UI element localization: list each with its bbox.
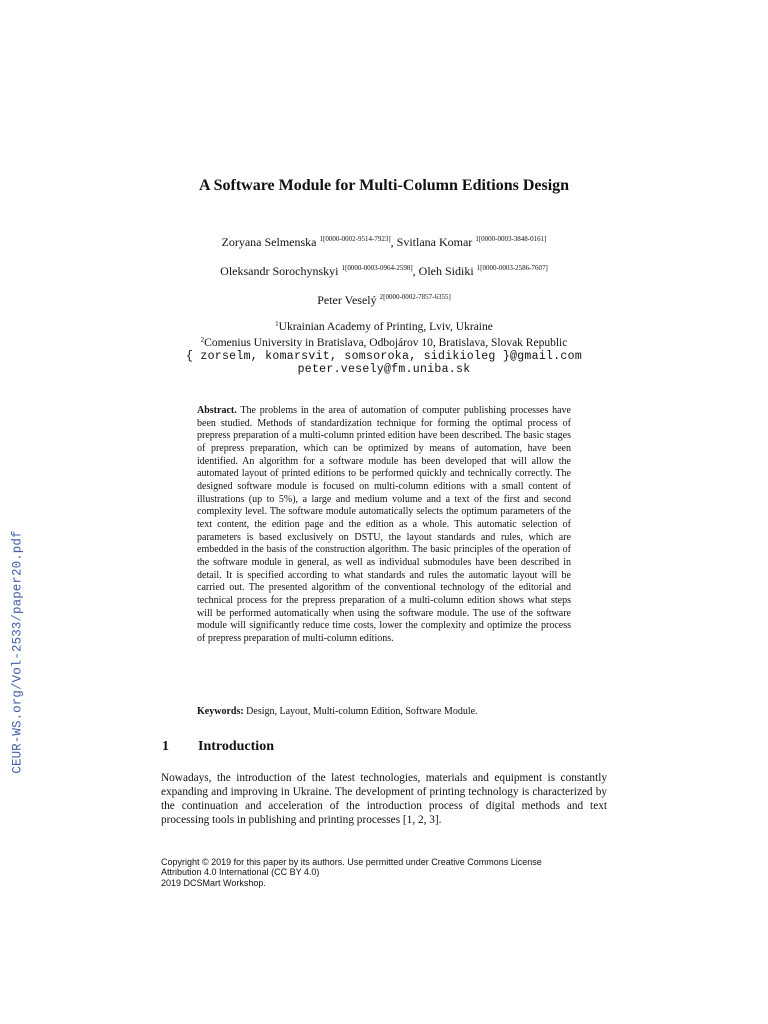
corresponding-email: peter.vesely@fm.uniba.sk [297, 363, 471, 376]
author-line-2 [0, 255, 768, 284]
author-orcid: 1[0000-0002-9514-7923] [319, 235, 391, 243]
side-margin-url-text[interactable]: CEUR-WS.org/Vol-2533/paper20.pdf [11, 530, 25, 774]
side-margin-url[interactable] [10, 530, 26, 774]
author-orcid: 1[0000-0003-3848-0161] [475, 235, 547, 243]
copyright-line: Copyright © 2019 for this paper by its authors. Use permitted under Creative Commons License [161, 857, 542, 867]
affiliation-text: Ukrainian Academy of Printing, Lviv, Ukraine [278, 321, 493, 333]
author-separator: , [412, 264, 416, 278]
paper-title: A Software Module for Multi-Column Editions Design [198, 177, 570, 194]
abstract [197, 405, 571, 645]
copyright-line: Attribution 4.0 International (CC BY 4.0) [161, 867, 320, 878]
keywords-label: Keywords: [197, 706, 244, 717]
keywords-text: Design, Layout, Multi-column Edition, Software Module. [246, 706, 478, 717]
abstract-text: The problems in the area of automation of computer publishing processes have been studied. Methods of standardization technique for forming the optimal process of prepress preparation of a multi-column printed edition have been described. The basic stages of prepress preparation, which can be optimized by means of automation, have been identified. An algorithm for a software module has been developed that will allow the automated layout of printed editions to be performed quickly and technically correctly. The designed software module is focused on multi-column editions with a small content of illustrations (up to 5%), a large and medium volume and a text of the first and second complexity level. The software module automatically selects the optimum parameters of the text content, the edition page and the edition as a whole. This automatic selection of parameters is based exclusively on DSTU, the layout standards and rules, which are embedded in the basis of the construction algorithm. The basic principles of the operation of the software module in general, as well as individual submodules have been described in detail. It is specified according to what standards and rules the automatic layout will be carried out. The presented algorithm of the conventional technology of the editorial and technical process for the prepress preparation of a multi-column edition shows what steps will be performed automatically when using the software module. The use of the software module will significantly reduce time costs, lower the complexity and optimize the process of prepress preparation of multi-column editions. [197, 405, 571, 644]
author-name: Peter Veselý [317, 293, 377, 307]
section-title: Introduction [198, 739, 274, 754]
author-name: Zoryana Selmenska [221, 235, 317, 249]
author-orcid: 1[0000-0003-2586-7607] [476, 264, 548, 272]
author-line-3 [0, 284, 768, 313]
keywords [197, 705, 571, 718]
author-list [0, 226, 768, 313]
author-emails: { zorselm, komarsvit, somsoroka, sidikioleg }@gmail.com [185, 350, 583, 363]
author-orcid: 2[0000-0002-7857-6355] [379, 293, 451, 301]
author-name: Oleksandr Sorochynskyi [220, 264, 339, 278]
affiliation-marker: 2 [200, 336, 205, 344]
affiliation-2 [0, 334, 768, 350]
abstract-label: Abstract. [197, 405, 237, 416]
affiliation-text: Comenius University in Bratislava, Odbojárov 10, Bratislava, Slovak Republic [204, 337, 568, 349]
copyright-line: 2019 DCSMart Workshop. [161, 877, 266, 888]
section-heading [162, 739, 274, 755]
author-line-1 [0, 226, 768, 255]
author-name: Oleh Sidiki [418, 264, 474, 278]
author-separator: , [390, 235, 394, 249]
author-orcid: 1[0000-0003-0964-2598] [341, 264, 413, 272]
copyright-notice [161, 857, 611, 888]
author-name: Svitlana Komar [396, 235, 473, 249]
affiliation-1 [0, 318, 768, 334]
introduction-paragraph: Nowadays, the introduction of the latest technologies, materials and equipment is constantly expanding and improving in Ukraine. The development of printing technology is characterized by the continuation and acceleration of the introduction process of digital methods and text processing tools in publishing and printing processes [1, 2, 3]. [161, 772, 607, 827]
affiliations [0, 318, 768, 376]
section-number: 1 [162, 739, 169, 754]
affiliation-marker: 1 [275, 320, 279, 328]
